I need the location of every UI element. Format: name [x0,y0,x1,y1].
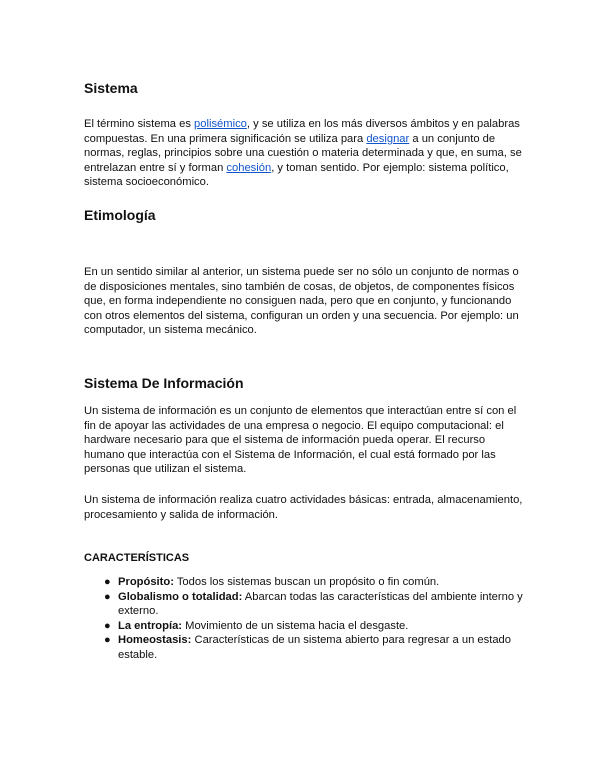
heading-sistema: Sistema [84,80,138,96]
bullet-icon: ● [104,576,111,588]
list-item [84,619,524,634]
paragraph-etimologia: En un sentido similar al anterior, un sistema puede ser no sólo un conjunto de normas o de disposiciones mentales, sino también de cosas, de objetos, de componentes físicos que, en forma independiente no consiguen nada, pero que en conjunto, y funcionando con otros elementos del sistema, configuran un orden y una secuencia. Por ejemplo: un computador, un sistema mecánico. [84,266,519,337]
list-item [84,633,524,662]
list-item [84,590,524,619]
text-run: , y se utiliza en los más diversos ámbitos y en palabras compuestas. En una primera significación se utiliza para [84,118,520,145]
link-designar[interactable]: designar [366,132,410,145]
paragraph-sistema-informacion-1: Un sistema de información es un conjunto de elementos que interactúan entre sí con el fin de apoyar las actividades de una empresa o negocio. El equipo computacional: el hardware necesario para que el sistema de información pueda operar. El recurso humano que interactúa con el Sistema de Información, el cual está formado por las personas que utilizan el sistema. [84,405,517,476]
item-term: Globalismo o totalidad: [118,590,243,603]
list-item [84,575,524,590]
item-desc: Abarcan todas las características del ambiente interno y externo. [118,590,523,618]
text-run: a un conjunto de normas, reglas, principios sobre una cuestión o materia determinada y que, en suma, se entrelazan entre sí y forman [84,132,522,174]
item-term: La entropía: [118,619,183,632]
heading-caracteristicas: CARACTERÍSTICAS [84,552,190,564]
item-desc: Movimiento de un sistema hacia el desgaste. [182,619,409,632]
bullet-icon: ● [104,619,111,632]
link-cohesion[interactable]: cohesión [226,161,272,174]
text-run: El término sistema es [84,118,195,130]
paragraph-sistema [84,117,524,190]
bullet-icon: ● [104,634,111,647]
caracteristicas-list [84,575,524,663]
item-desc: Características de un sistema abierto para regresar a un estado estable. [118,634,512,661]
item-term: Propósito: [118,576,174,588]
paragraph-sistema-informacion-2: Un sistema de información realiza cuatro actividades básicas: entrada, almacenamiento, procesamiento y salida de información. [84,494,523,521]
item-term: Homeostasis: [118,634,192,647]
link-polisemico[interactable]: polisémico [194,118,247,130]
heading-sistema-informacion: Sistema De Información [84,375,244,391]
bullet-icon: ● [104,590,111,603]
text-run: , y toman sentido. Por ejemplo: sistema político, sistema socioeconómico. [84,161,509,189]
item-desc: Todos los sistemas buscan un propósito o fin común. [173,576,440,588]
heading-etimologia: Etimología [84,207,156,223]
